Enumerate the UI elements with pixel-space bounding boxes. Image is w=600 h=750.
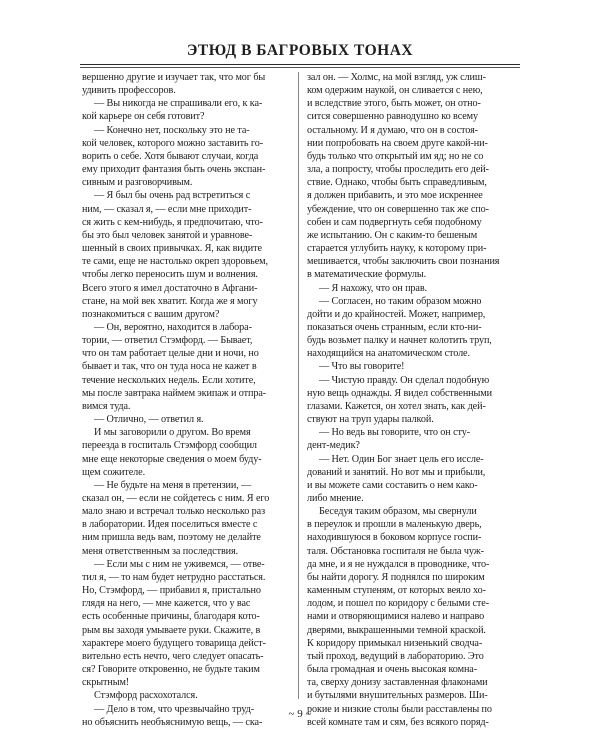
column-divider <box>298 72 299 699</box>
text-line: ком одержим наукой, он сливается с нею, <box>307 85 483 97</box>
text-line: находящийся на анатомическом столе. <box>307 348 470 360</box>
text-line: — Он, вероятно, находится в лабора- <box>94 321 252 333</box>
text-line: мешивается, чтобы заключить свои познания <box>307 256 500 268</box>
text-line: я должен прибавить, и это мое искреннее <box>307 190 483 202</box>
text-line: — Вы никогда не спрашивали его, к ка- <box>94 98 263 110</box>
text-line: — Согласен, но таким образом можно <box>319 295 482 307</box>
text-line: ним, — сказал я, — если мне приходит- <box>82 203 252 215</box>
text-line: — Что вы говорите! <box>319 361 405 373</box>
text-line: дований и занятий. Но вот мы и прибыли, <box>307 466 486 478</box>
text-line: ним пришла ведь вам, поэтому не делайте <box>82 532 261 544</box>
text-line: и вы можете сами составить о нем како- <box>307 479 478 491</box>
text-line: и вследствие этого, быть может, он отно- <box>307 98 481 110</box>
text-line: но объяснить необъяснимую вещь, — ска- <box>82 716 263 728</box>
text-line: дверями, выкрашенными темной краской. <box>307 624 486 636</box>
text-line: — Если мы с ним не уживемся, — отве- <box>94 558 265 570</box>
text-line: И мы заговорили о другом. Во время <box>94 427 251 439</box>
text-line: была громадная и очень высокая комна- <box>307 664 478 676</box>
text-line: — Дело в том, что чрезвычайно труд- <box>94 703 255 715</box>
text-line: вимся туда. <box>82 400 131 412</box>
text-line: переезда в госпиталь Стэмфорд сообщил <box>82 440 257 452</box>
text-line: что он там работает целые дни и ночи, но <box>82 348 259 360</box>
text-line: мы после завтрака наймем экипаж и отпра- <box>82 387 267 399</box>
text-line: — Но ведь вы говорите, что он сту- <box>319 427 471 439</box>
text-line: глядя на него, — мне кажется, что у вас <box>82 598 251 610</box>
text-line: вительно есть нечто, чего следует опасать- <box>82 650 264 662</box>
text-column-left <box>82 71 294 729</box>
text-column-right <box>307 71 519 729</box>
text-line: те сами, еще не настолько окреп здоровьем, <box>82 256 268 268</box>
text-line: в переулок и прошли в маленькую дверь, <box>307 519 482 531</box>
text-line: нии попробовать на своем друге какой-ни- <box>307 137 488 149</box>
header-rule-secondary <box>80 67 520 68</box>
text-line: характере моего будущего товарища дейст- <box>82 637 266 649</box>
text-line: показаться очень странным, если кто-ни- <box>307 321 482 333</box>
text-line: скрытным! <box>82 677 130 689</box>
text-line: таля. Обстановка госпиталя не была чуж- <box>307 545 484 557</box>
text-line: вершенно другие и изучает так, что мог бы <box>82 72 266 83</box>
text-line: удивить профессоров. <box>82 85 176 97</box>
running-header: ЭТЮД В БАГРОВЫХ ТОНАХ <box>186 42 414 59</box>
text-line: Но, Стэмфорд, — прибавил я, пристально <box>82 585 261 597</box>
text-line: сится совершенно равнодушно ко всему <box>307 111 479 123</box>
page-number: ~ 9 ~ <box>288 708 312 720</box>
text-line: глазами. Кажется, он хотел знать, как дей- <box>307 400 486 412</box>
text-line: шенный в своих привычках. Я, как видите <box>82 243 262 255</box>
text-line: — Нет. Один Бог знает цель его иссле- <box>319 453 484 465</box>
text-line: та, сверху донизу заставленная флаконами <box>307 677 488 689</box>
text-line: же испытанию. Он с каким-то бешеным <box>307 229 478 241</box>
text-line: тории, — ответил Стэмфорд. — Бывает, <box>82 335 253 347</box>
text-line: — Не будьте на меня в претензии, — <box>94 479 252 491</box>
text-line: либо мнение. <box>307 493 364 504</box>
text-line: кой человек, которого можно заставить го- <box>82 137 264 149</box>
text-line: мало знаю и встречал только несколько раз <box>82 506 266 518</box>
header-rule <box>80 64 520 65</box>
text-line: Стэмфорд расхохотался. <box>94 690 198 702</box>
text-line: лодом, и пошел по коридору с белыми сте- <box>307 598 489 610</box>
text-line: стане, на мой век хватит. Когда же я могу <box>82 295 258 307</box>
text-line: К коридору примыкал низенький сводча- <box>307 637 483 649</box>
text-line: ся жить с кем-нибудь, я предпочитаю, что- <box>82 216 263 228</box>
text-line: Беседуя таким образом, мы свернули <box>319 506 477 518</box>
text-line: чтобы легко переносить шум и волнения. <box>82 269 258 281</box>
text-line: — Я нахожу, что он прав. <box>319 282 427 294</box>
text-line: будь возьмет палку и начнет колотить труп, <box>307 335 492 347</box>
text-line: сказал он, — если не сойдетесь с ним. Я его <box>82 493 270 504</box>
text-line: тый проход, ведущий в лабораторию. Это <box>307 650 484 662</box>
text-line: нами и отворяющимися налево и направо <box>307 611 485 623</box>
text-line: — Отлично, — ответил я. <box>94 414 204 426</box>
text-line: сивным и разговорчивым. <box>82 177 193 189</box>
text-line: ему приходит фантазия быть очень экспан- <box>82 164 266 176</box>
text-line: рым вы заходя умываете руки. Скажите, в <box>82 624 261 636</box>
text-line: ствие. Однако, чтобы быть справедливым, <box>307 177 487 189</box>
text-line: щем сожителе. <box>82 466 146 478</box>
text-line: есть особенные причины, благодаря кото- <box>82 611 260 623</box>
text-line: остальному. И я думаю, что он в состоя- <box>307 124 478 136</box>
text-line: будь только что открытый им яд; но не со <box>307 150 484 162</box>
text-line: убеждение, что он совершенно так же спо- <box>307 203 489 215</box>
text-line: каменным ступеням, от которых веяло хо- <box>307 585 486 597</box>
text-line: бы найти дорогу. Я поднялся по широким <box>307 571 485 583</box>
text-line: бы это был человек занятой и уравнове- <box>82 229 253 241</box>
text-line: тил я, — то нам будет нетрудно расстаться. <box>82 571 266 583</box>
text-line: познакомиться с вашим другом? <box>82 308 220 320</box>
text-line: — Чистую правду. Он сделал подобную <box>319 374 490 386</box>
text-line: — Я был бы очень рад встретиться с <box>94 190 251 202</box>
text-line: в лаборатории. Идея поселиться вместе с <box>82 519 258 531</box>
text-line: собен и сам подвергнуть себя подобному <box>307 216 482 228</box>
text-line: зла, а попросту, чтобы проследить его дей- <box>307 164 489 176</box>
text-line: и бутылями внушительных размеров. Ши- <box>307 690 488 702</box>
text-line: зал он. — Холмс, на мой взгляд, уж слиш- <box>307 72 486 83</box>
text-line: в математические формулы. <box>307 269 427 281</box>
text-line: ся? Говорите откровенно, не будьте таким <box>82 664 260 676</box>
text-line: — Конечно нет, поскольку это не та- <box>94 124 250 136</box>
text-line: бывает и так, что он туда носа не кажет в <box>82 361 257 373</box>
text-line: кой карьере он себя готовит? <box>82 111 205 123</box>
text-line: рокие и низкие столы были расставлены по <box>307 703 492 715</box>
text-line: всей комнате там и сям, без всякого поряд- <box>307 716 489 728</box>
text-line: ную вещь однажды. Я видел собственными <box>307 387 492 399</box>
text-line: ворить о себе. Хотя бывают случаи, когда <box>82 150 259 162</box>
text-line: находившуюся в боковом корпусе госпи- <box>307 532 482 544</box>
text-line: мне еще некоторые сведения о моем буду- <box>82 453 262 465</box>
text-line: Всего этого я имел достаточно в Афгани- <box>82 282 258 294</box>
text-line: дойти и до крайностей. Может, например, <box>307 308 486 320</box>
text-line: течение нескольких недель. Если хотите, <box>82 374 256 386</box>
text-line: ствуют на труп удары палкой. <box>307 414 434 426</box>
text-line: меня ответственным за последствия. <box>82 545 239 557</box>
text-line: да мне, и я не нуждался в проводнике, что- <box>307 558 490 570</box>
text-line: старается углубить науку, к которому при- <box>307 243 487 255</box>
text-line: дент-медик? <box>307 440 360 452</box>
